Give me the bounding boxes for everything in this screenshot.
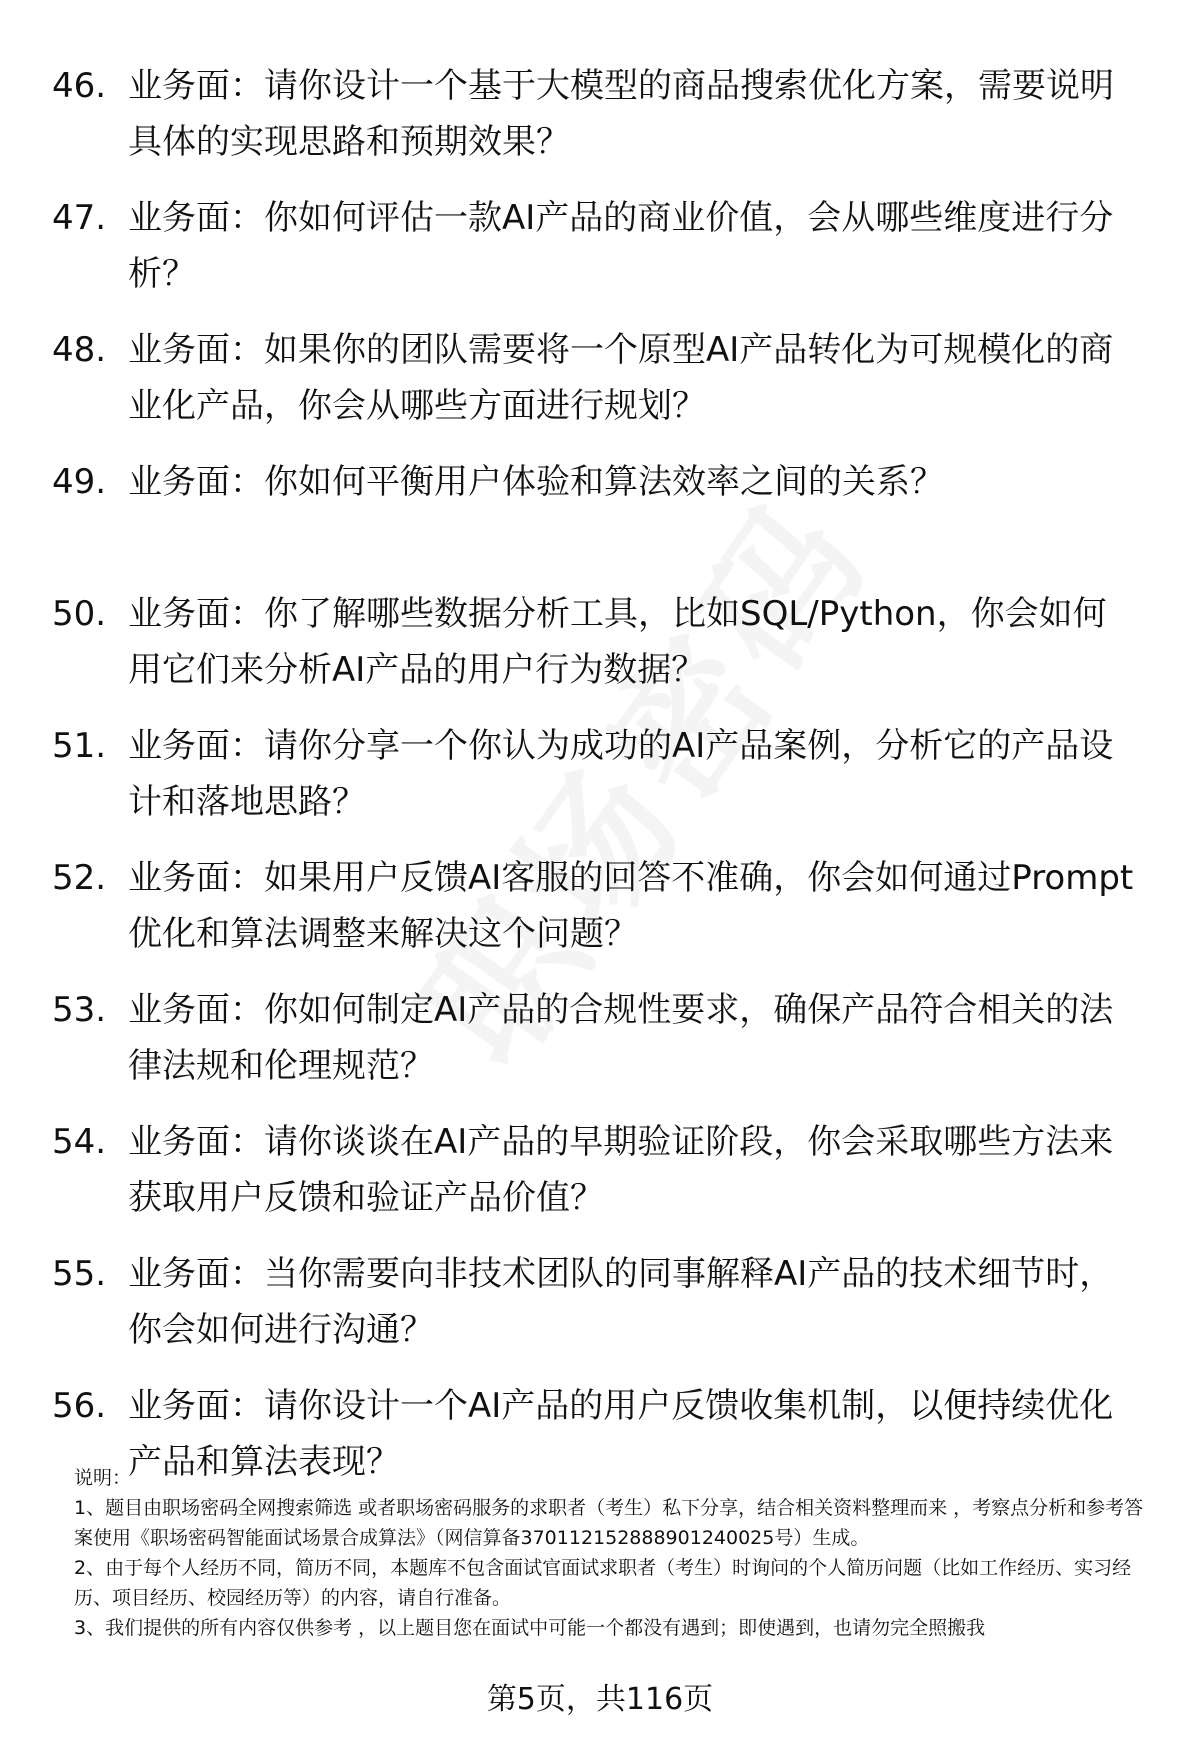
question-number: 49. [52, 462, 107, 502]
question-number: 56. [52, 1386, 107, 1426]
question-text: 业务面：请你设计一个AI产品的用户反馈收集机制，以便持续优化产品和算法表现？ [128, 1386, 1114, 1482]
question-item [0, 322, 1200, 454]
notes-title: 说明： [74, 1467, 132, 1489]
page-indicator: 第5页，共116页 [486, 1682, 714, 1717]
question-item [0, 1246, 1200, 1378]
question-text: 业务面：你如何平衡用户体验和算法效率之间的关系？ [128, 462, 944, 502]
question-number: 48. [52, 330, 107, 370]
question-number: 50. [52, 594, 107, 634]
question-text: 业务面：当你需要向非技术团队的同事解释AI产品的技术细节时，你会如何进行沟通？ [128, 1254, 1114, 1350]
question-item [0, 586, 1200, 718]
question-item [0, 454, 1200, 586]
question-number: 51. [52, 726, 107, 766]
question-text: 业务面：请你分享一个你认为成功的AI产品案例，分析它的产品设计和落地思路？ [128, 726, 1114, 822]
question-list [0, 58, 1200, 1510]
question-number: 47. [52, 198, 107, 238]
question-number: 52. [52, 858, 107, 898]
question-number: 46. [52, 66, 107, 106]
question-item [0, 58, 1200, 190]
question-number: 53. [52, 990, 107, 1030]
question-number: 54. [52, 1122, 107, 1162]
question-item [0, 850, 1200, 982]
note-item: 3、我们提供的所有内容仅供参考 ，以上题目您在面试中可能一个都没有遇到；即使遇到，也请勿完全照搬我 [74, 1617, 986, 1639]
question-text: 业务面：你如何制定AI产品的合规性要求，确保产品符合相关的法律法规和伦理规范？ [128, 990, 1114, 1086]
question-item [0, 718, 1200, 850]
question-item [0, 190, 1200, 322]
question-text: 业务面：如果你的团队需要将一个原型AI产品转化为可规模化的商业化产品，你会从哪些方面进行规划？ [128, 330, 1114, 426]
question-text: 业务面：请你谈谈在AI产品的早期验证阶段，你会采取哪些方法来获取用户反馈和验证产品价值？ [128, 1122, 1114, 1218]
question-item [0, 982, 1200, 1114]
question-text: 业务面：如果用户反馈AI客服的回答不准确，你会如何通过Prompt优化和算法调整来解决这个问题？ [128, 858, 1134, 954]
question-text: 业务面：请你设计一个基于大模型的商品搜索优化方案，需要说明具体的实现思路和预期效果？ [128, 66, 1114, 162]
question-number: 55. [52, 1254, 107, 1294]
question-text: 业务面：你了解哪些数据分析工具，比如SQL/Python，你会如何用它们来分析AI产品的用户行为数据？ [128, 594, 1107, 690]
note-item: 1、题目由职场密码全网搜索筛选 或者职场密码服务的求职者（考生）私下分享，结合相关资料整理而来 ，考察点分析和参考答案使用《职场密码智能面试场景合成算法》（网信算备370112152888901240025号）生成。 [74, 1497, 1144, 1549]
question-text: 业务面：你如何评估一款AI产品的商业价值，会从哪些维度进行分析？ [128, 198, 1114, 294]
notes-section [74, 1463, 1150, 1643]
note-item: 2、由于每个人经历不同，简历不同，本题库不包含面试官面试求职者（考生）时询问的个人简历问题（比如工作经历、实习经历、项目经历、校园经历等）的内容，请自行准备。 [74, 1557, 1132, 1609]
question-item [0, 1114, 1200, 1246]
